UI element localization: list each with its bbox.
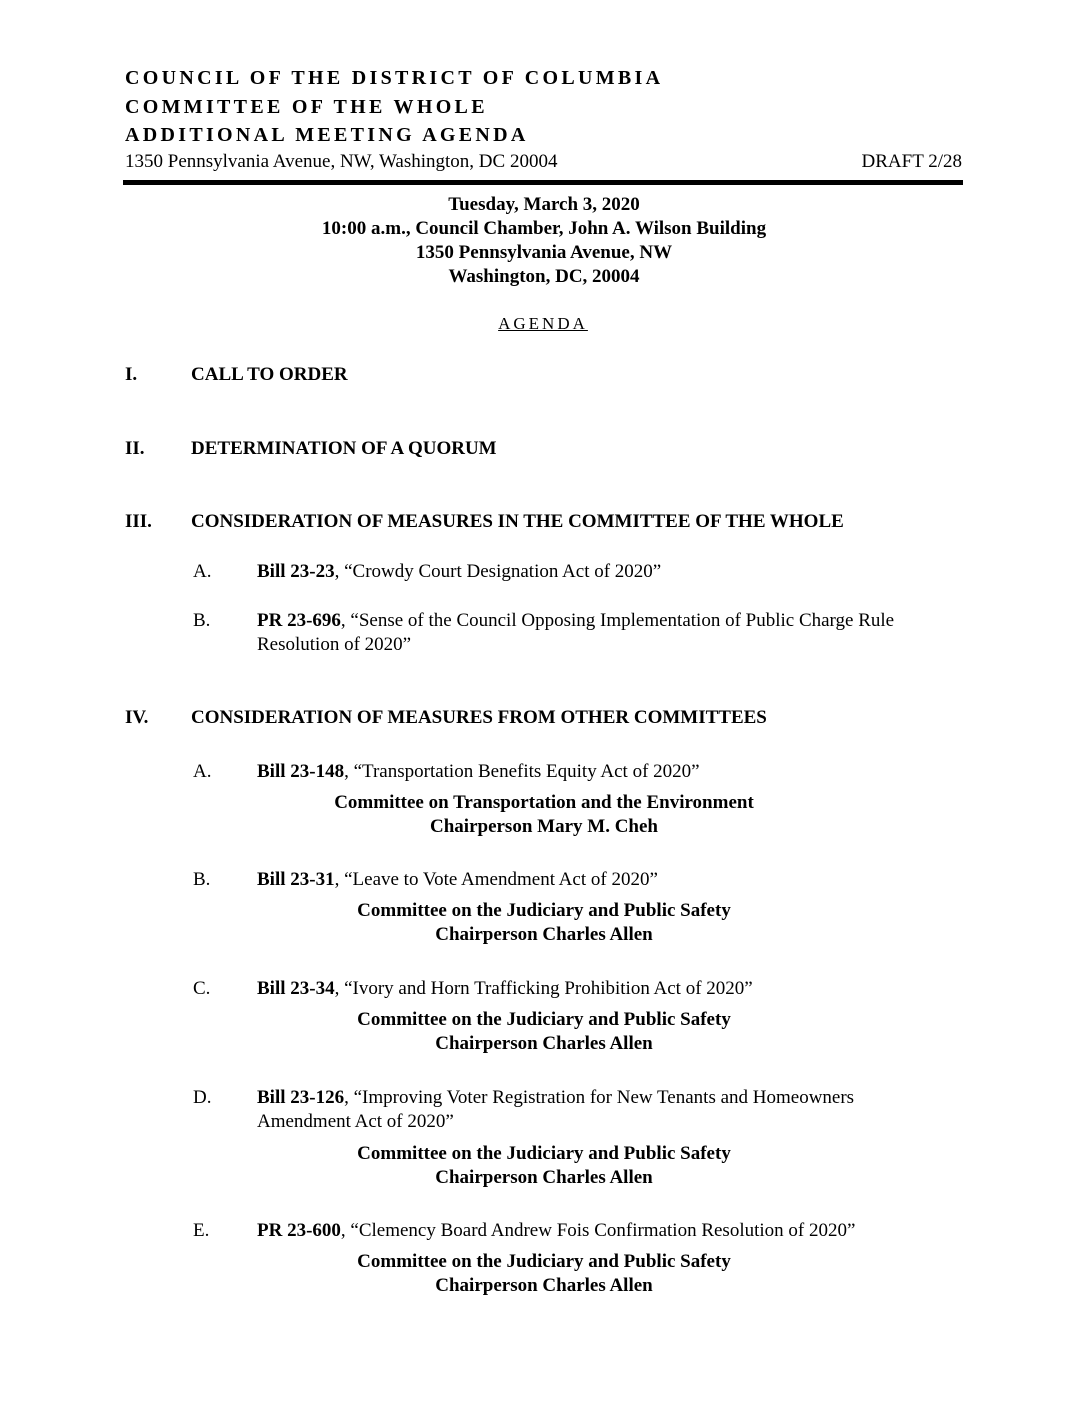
section-title: CONSIDERATION OF MEASURES IN THE COMMITTEE OF THE WHOLE	[191, 511, 844, 532]
committee-block	[0, 791, 1088, 839]
section-title: CALL TO ORDER	[191, 364, 348, 385]
item-letter: E.	[193, 1220, 210, 1241]
item-letter: C.	[193, 978, 211, 999]
bill-number: PR 23-696	[257, 610, 341, 631]
bill-title: , “Transportation Benefits Equity Act of 2020”	[344, 761, 700, 782]
section-number: I.	[125, 364, 138, 385]
committee-chair: Chairperson Charles Allen	[435, 1033, 653, 1054]
bill-number: Bill 23-23	[257, 561, 335, 582]
agenda-item	[257, 560, 947, 584]
committee-name: Committee on the Judiciary and Public Safety	[357, 1143, 731, 1164]
item-letter: A.	[193, 761, 212, 782]
section-title: CONSIDERATION OF MEASURES FROM OTHER COMMITTEES	[191, 707, 767, 728]
draft-label: DRAFT 2/28	[861, 151, 962, 172]
bill-number: Bill 23-34	[257, 978, 335, 999]
meeting-street: 1350 Pennsylvania Avenue, NW	[415, 242, 673, 263]
item-letter: A.	[193, 561, 212, 582]
bill-number: Bill 23-126	[257, 1087, 345, 1108]
header-rule	[123, 180, 963, 185]
committee-block	[0, 1008, 1088, 1056]
bill-title: , “Clemency Board Andrew Fois Confirmation Resolution of 2020”	[340, 1220, 856, 1241]
bill-title: , “Ivory and Horn Trafficking Prohibition Act of 2020”	[334, 978, 753, 999]
agenda-item	[257, 977, 947, 1001]
committee-heading: COMMITTEE OF THE WHOLE	[125, 96, 488, 118]
bill-number: PR 23-600	[257, 1220, 341, 1241]
meeting-date: Tuesday, March 3, 2020	[448, 194, 640, 215]
item-letter: B.	[193, 610, 211, 631]
section-number: II.	[125, 438, 145, 459]
item-letter: B.	[193, 869, 211, 890]
agenda-item	[257, 1219, 947, 1243]
bill-number: Bill 23-148	[257, 761, 345, 782]
agenda-item	[257, 609, 947, 657]
section-number: III.	[125, 511, 152, 532]
committee-block	[0, 1142, 1088, 1190]
agenda-item	[257, 760, 947, 784]
agenda-item	[257, 868, 947, 892]
bill-title: , “Leave to Vote Amendment Act of 2020”	[334, 869, 658, 890]
section-title: DETERMINATION OF A QUORUM	[191, 438, 497, 459]
committee-chair: Chairperson Charles Allen	[435, 1167, 653, 1188]
item-letter: D.	[193, 1087, 212, 1108]
committee-chair: Chairperson Charles Allen	[435, 1275, 653, 1296]
agenda-type-heading: ADDITIONAL MEETING AGENDA	[125, 124, 529, 146]
bill-title: , “Crowdy Court Designation Act of 2020”	[334, 561, 662, 582]
committee-name: Committee on the Judiciary and Public Safety	[357, 1251, 731, 1272]
committee-name: Committee on the Judiciary and Public Safety	[357, 900, 731, 921]
bill-title: , “Sense of the Council Opposing Implementation of Public Charge Rule Resolution of 2020”	[257, 610, 895, 655]
meeting-time-location: 10:00 a.m., Council Chamber, John A. Wilson Building	[321, 218, 767, 239]
committee-name: Committee on the Judiciary and Public Safety	[357, 1009, 731, 1030]
committee-name: Committee on Transportation and the Environment	[334, 792, 754, 813]
committee-chair: Chairperson Mary M. Cheh	[430, 816, 658, 837]
committee-chair: Chairperson Charles Allen	[435, 924, 653, 945]
council-heading: COUNCIL OF THE DISTRICT OF COLUMBIA	[125, 67, 664, 89]
agenda-title: AGENDA	[498, 314, 588, 333]
section-number: IV.	[125, 707, 149, 728]
committee-block	[0, 899, 1088, 947]
header-address: 1350 Pennsylvania Avenue, NW, Washington, DC 20004	[125, 151, 558, 172]
committee-block	[0, 1250, 1088, 1298]
meeting-city: Washington, DC, 20004	[448, 266, 640, 287]
bill-title: , “Improving Voter Registration for New Tenants and Homeowners Amendment Act of 2020”	[257, 1087, 855, 1132]
agenda-item	[257, 1086, 947, 1134]
bill-number: Bill 23-31	[257, 869, 335, 890]
